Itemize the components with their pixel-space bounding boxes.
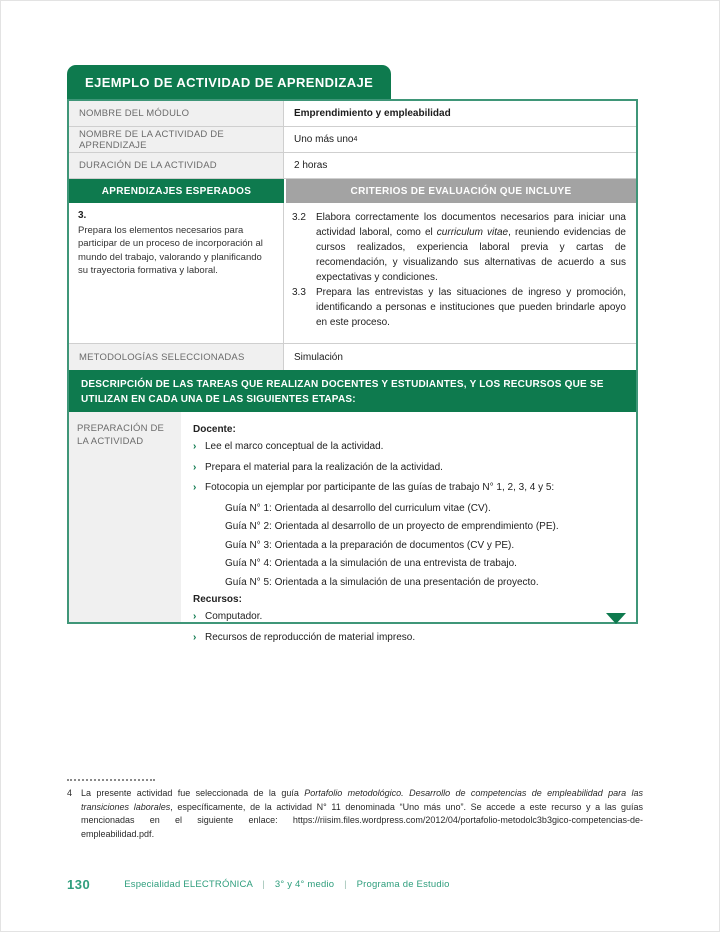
- criterion-text-italic: curriculum vitae: [436, 227, 509, 238]
- footer-separator: |: [262, 879, 266, 890]
- evaluation-criteria-cell: [284, 203, 636, 343]
- list-item: [193, 610, 624, 624]
- continues-arrow-icon: [606, 613, 626, 624]
- tasks-description-banner: DESCRIPCIÓN DE LAS TAREAS QUE REALIZAN DOCENTES Y ESTUDIANTES, Y LOS RECURSOS QUE SE UTILIZAN EN CADA UNA DE LAS SIGUIENTES ETAPAS:: [69, 370, 636, 412]
- docente-heading: Docente:: [193, 424, 236, 435]
- footer-breadcrumb: [124, 879, 449, 890]
- chevron-bullet-icon: ›: [193, 611, 197, 622]
- objective-number: 3.: [78, 210, 87, 221]
- footnote-separator: [67, 779, 155, 781]
- activity-table: [67, 99, 638, 643]
- guide-item: Guía N° 4: Orientada a la simulación de una entrevista de trabajo.: [225, 558, 517, 569]
- table-row-methodology: [69, 344, 636, 370]
- footer-program: Programa de Estudio: [356, 879, 450, 890]
- criterion-text: [316, 210, 626, 285]
- footer-grade: 3° y 4° medio: [274, 879, 335, 890]
- activity-name-text: Uno más uno: [294, 134, 354, 145]
- criterion-number: 3.3: [292, 287, 306, 298]
- criterion-text-pre: Elabora correctamente los documentos necesarios para iniciar una actividad laboral, como el: [316, 212, 626, 238]
- list-item-text: Recursos de reproducción de material impreso.: [205, 631, 416, 643]
- module-value: Emprendimiento y empleabilidad: [294, 108, 451, 119]
- learning-content-row: [69, 203, 636, 344]
- footer-separator: |: [344, 879, 347, 890]
- criterion-item: [292, 210, 626, 285]
- footnote: [67, 787, 643, 841]
- guide-item: Guía N° 2: Orientada al desarrollo de un proyecto de emprendimiento (PE).: [225, 521, 559, 532]
- expected-learning-cell: [69, 203, 284, 343]
- footnote-text-italic: Portafolio metodológico. Desarrollo de competencias de empleabilidad para las transiciones laborales: [81, 788, 644, 812]
- page-footer: [67, 877, 450, 892]
- guide-item: Guía N° 1: Orientada al desarrollo del curriculum vitae (CV).: [225, 502, 491, 514]
- list-item: [193, 631, 624, 645]
- list-item-text: Prepara el material para la realización de la actividad.: [205, 461, 443, 473]
- list-item-text: Fotocopia un ejemplar por participante de las guías de trabajo N° 1, 2, 3, 4 y 5:: [205, 482, 555, 493]
- criterion-text-post: , reuniendo evidencias de cursos realizados, experiencia laboral previa y cartas de recomendación, y visualizando sus alternativas de acuerdo a sus expectativas y condiciones.: [316, 227, 626, 283]
- criterion-item: [292, 285, 626, 330]
- footer-specialty: Especialidad ELECTRÓNICA: [124, 879, 253, 890]
- table-row-activity-name: [69, 127, 636, 153]
- footnote-marker: 4: [67, 788, 73, 798]
- footnote-text: [81, 787, 643, 841]
- module-label: NOMBRE DEL MÓDULO: [69, 101, 284, 126]
- footnote-text-mid: , específicamente, de la actividad N° 11 denominada “Uno más uno”. Se accede a este recurso y a las guías mencionadas en el siguiente enlace:: [81, 801, 644, 825]
- methodology-label: METODOLOGÍAS SELECCIONADAS: [69, 344, 284, 370]
- guide-item: Guía N° 5: Orientada a la simulación de una presentación de proyecto.: [225, 576, 539, 588]
- preparation-stage-label: PREPARACIÓN DE LA ACTIVIDAD: [69, 412, 181, 622]
- preparation-content: [181, 412, 636, 643]
- chevron-bullet-icon: ›: [193, 461, 197, 473]
- criterion-number: 3.2: [292, 212, 306, 223]
- chevron-bullet-icon: ›: [193, 482, 197, 493]
- activity-name-label: NOMBRE DE LA ACTIVIDAD DE APRENDIZAJE: [69, 127, 284, 152]
- duration-value: 2 horas: [294, 160, 328, 171]
- chevron-bullet-icon: ›: [193, 441, 197, 452]
- list-item-text: Computador.: [205, 611, 263, 622]
- recursos-heading: Recursos:: [193, 594, 242, 605]
- criterion-text: Prepara las entrevistas y las situaciones de ingreso y promoción, identificando a personas e instituciones que pueden brindarle apoyo en este proceso.: [316, 287, 626, 328]
- list-item: [193, 461, 624, 475]
- footnote-text-pre: La presente actividad fue seleccionada de la guía: [81, 788, 305, 798]
- table-header-row: [69, 179, 636, 203]
- methodology-value: Simulación: [294, 351, 343, 363]
- page-number: 130: [67, 877, 91, 892]
- objective-text: Prepara los elementos necesarios para participar de un proceso de incorporación al mundo del trabajo, valorando y planificando su trayectoria formativa y laboral.: [78, 225, 263, 277]
- activity-name-value: Uno más uno 4: [294, 134, 358, 145]
- table-row-duration: [69, 153, 636, 179]
- evaluation-criteria-header: CRITERIOS DE EVALUACIÓN QUE INCLUYE: [286, 179, 636, 203]
- footnote-link[interactable]: https://riisim.files.wordpress.com/2012/04/portafolio-metodolc3b3gico-competencias-de-empleabilidad.pdf: [81, 815, 643, 839]
- list-item: [193, 481, 624, 495]
- table-row-module: [69, 101, 636, 127]
- guide-item: Guía N° 3: Orientada a la preparación de documentos (CV y PE).: [225, 539, 515, 551]
- page-title: EJEMPLO DE ACTIVIDAD DE APRENDIZAJE: [67, 65, 391, 99]
- duration-label: DURACIÓN DE LA ACTIVIDAD: [69, 153, 284, 178]
- list-item-text: Lee el marco conceptual de la actividad.: [205, 441, 384, 452]
- expected-learning-header: APRENDIZAJES ESPERADOS: [69, 179, 284, 203]
- chevron-bullet-icon: ›: [193, 631, 197, 643]
- preparation-row: [69, 412, 636, 643]
- list-item: [193, 440, 624, 454]
- footnote-text-end: .: [151, 828, 155, 839]
